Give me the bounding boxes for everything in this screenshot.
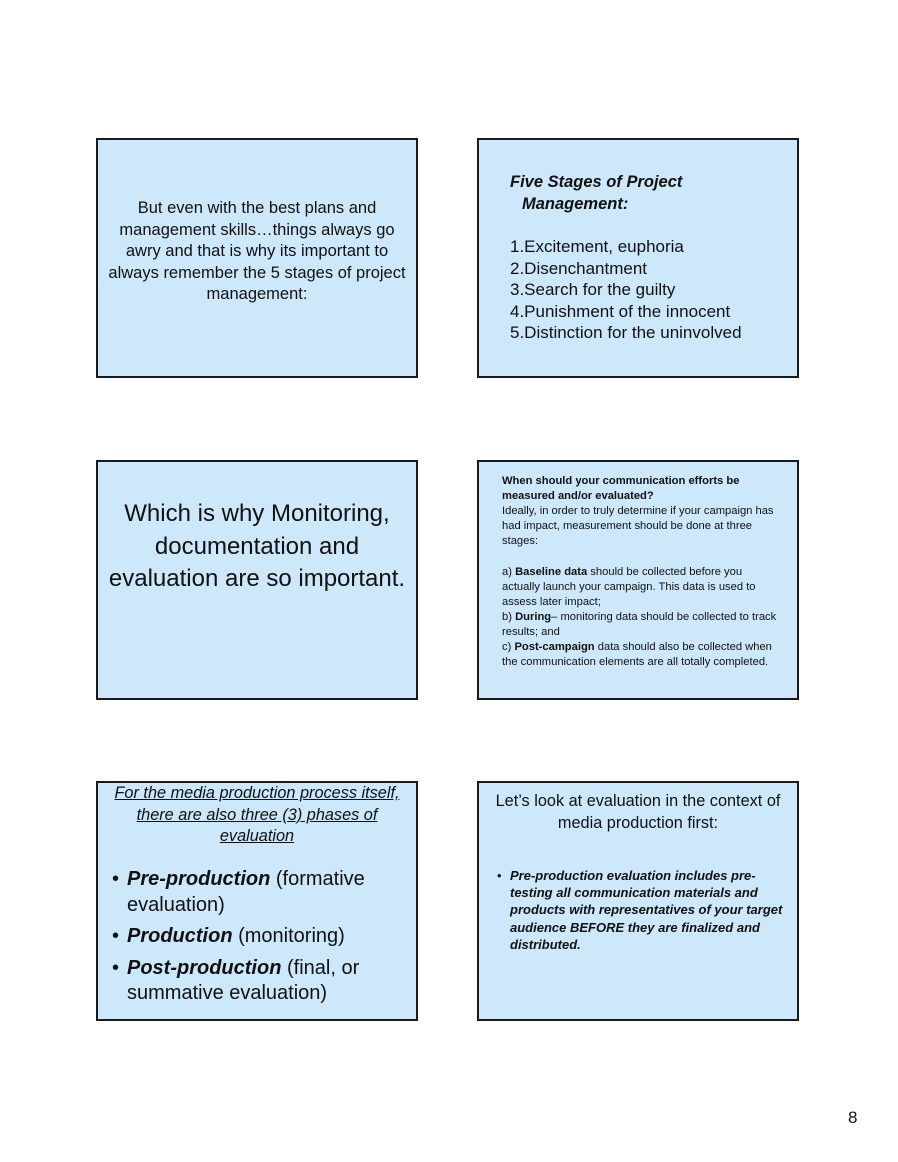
slide-1 <box>96 138 418 378</box>
stage-description: should be collected before you actually launch your campaign. This data is used to assess later impact; <box>502 565 756 608</box>
phase-term: Pre-production <box>127 868 271 890</box>
slide-6-title: Let’s look at evaluation in the context of media production first: <box>495 792 781 832</box>
bullet-text: Pre-production evaluation includes pre-testing all communication materials and products with representatives of your target audience BEFORE they are finalized and distributed. <box>510 868 783 952</box>
stage-prefix: c) <box>502 641 515 654</box>
list-item: 1.Excitement, euphoria <box>510 237 684 256</box>
list-item <box>112 867 406 918</box>
stage-description: data should also be collected when the communication elements are all totally completed. <box>502 641 772 669</box>
slide-5 <box>96 781 418 1021</box>
slide-3-text: Which is why Monitoring, documentation and evaluation are so important. <box>108 500 406 592</box>
phase-description: (monitoring) <box>232 925 345 947</box>
stage-description: – monitoring data should be collected to track results; and <box>502 610 777 638</box>
slide-4 <box>477 460 799 700</box>
slide-4-intro: Ideally, in order to truly determine if your campaign has had impact, measurement should be done at three stages: <box>502 505 774 548</box>
list-item <box>112 924 406 950</box>
slide-2-title <box>510 172 682 215</box>
stage-term: Baseline data <box>515 565 588 578</box>
list-item <box>112 956 406 1007</box>
slide-4-question: When should your communication efforts be measured and/or evaluated? <box>502 475 740 503</box>
list-item: 5.Distinction for the uninvolved <box>510 323 742 343</box>
phase-description: (final, or summative evaluation) <box>127 956 360 1004</box>
page-number: 8 <box>848 1108 858 1127</box>
stages-list <box>510 236 742 344</box>
stage-item <box>502 640 783 670</box>
stage-item <box>502 610 783 640</box>
slide-5-title: For the media production process itself, there are also three (3) phases of evaluation <box>114 784 400 845</box>
bullet-icon: • <box>497 868 502 883</box>
slide-2-title-line-1: Five Stages of Project <box>510 173 683 191</box>
list-item: 4.Punishment of the innocent <box>510 301 731 321</box>
phases-list <box>112 867 406 1013</box>
list-item: 3.Search for the guilty <box>510 280 676 300</box>
bullet-icon: • <box>112 925 120 947</box>
slide-3 <box>96 460 418 700</box>
slide-4-body <box>502 474 783 670</box>
stage-prefix: b) <box>502 610 516 623</box>
phase-description: (formative evaluation) <box>127 868 365 916</box>
bullet-icon: • <box>112 868 120 890</box>
slide-6 <box>477 781 799 1021</box>
stage-prefix: a) <box>502 565 516 578</box>
stage-term: During <box>515 610 552 623</box>
bullet-icon: • <box>112 956 120 979</box>
phase-term: Post-production <box>127 956 282 979</box>
slide-6-list <box>497 867 785 953</box>
slide-2 <box>477 138 799 378</box>
stage-item <box>502 565 783 610</box>
spacer <box>502 549 783 564</box>
slide-2-title-line-2: Management: <box>522 194 629 213</box>
stage-term: Post-campaign <box>514 641 595 654</box>
slide-1-text: But even with the best plans and management skills…things always go awry and that is why its important to always remember the 5 stages of project management: <box>108 199 406 303</box>
phase-term: Production <box>127 925 233 947</box>
list-item: 2.Disenchantment <box>510 258 648 278</box>
list-item <box>497 867 785 953</box>
